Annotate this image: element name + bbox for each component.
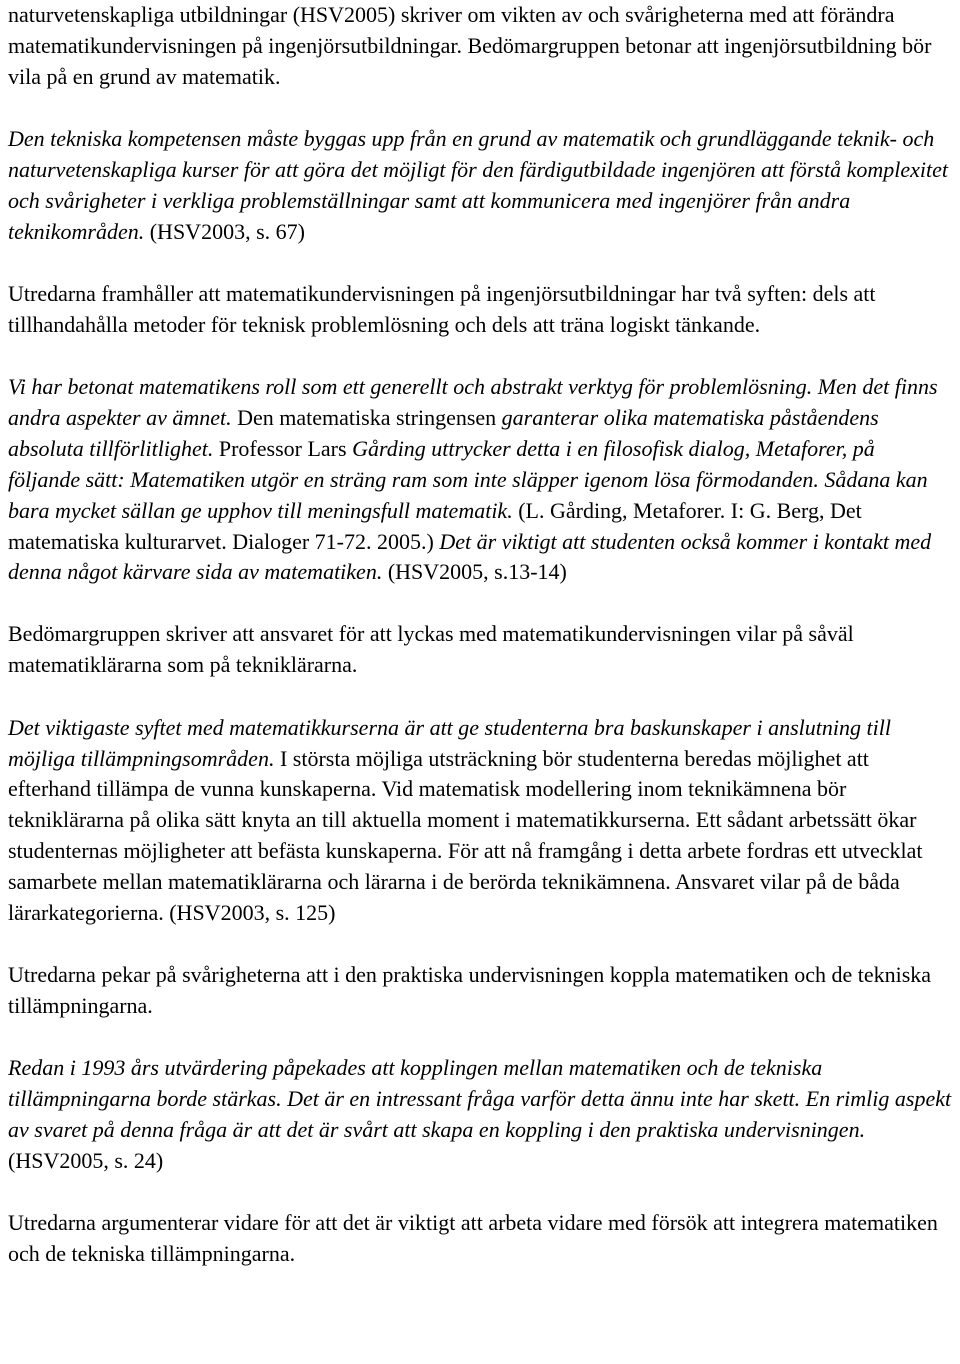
quote-text: Den tekniska kompetensen måste byggas upp från en grund av matematik och grundläggande teknik- och naturvetenskapliga kurser för att göra det möjligt för den färdigutbildade ingenjören att förstå komplexitet och svårigheter i verkliga problemställningar samt att kommunicera med ingenjörer från andra teknikområden. <box>8 126 948 244</box>
paragraph-text: Utredarna argumenterar vidare för att det är viktigt att arbeta vidare med försök att integrera matematiken och de tekniska tillämpningarna. <box>8 1209 938 1266</box>
block-quote-2 <box>8 372 952 588</box>
quote-text: Redan i 1993 års utvärdering påpekades att kopplingen mellan matematiken och de tekniska tillämpningarna borde stärkas. Det är en intressant fråga varför detta ännu inte har skett. En rimlig aspekt av svaret på denna fråga är att det är svårt att skapa en koppling i den praktiska undervisningen. <box>8 1055 952 1142</box>
block-quote-1 <box>8 124 952 248</box>
paragraph-text: Bedömargruppen skriver att ansvaret för att lyckas med matematikundervisningen vilar på såväl matematiklärarna som på tekniklärarna. <box>8 621 854 678</box>
block-quote-3 <box>8 713 952 929</box>
document-page <box>8 0 952 1269</box>
quote-upright-text: (L. Gårding, Metaforer. I: G. Berg, Det matematiska kulturarvet. Dialoger 71-72. 2005.) <box>8 497 862 554</box>
body-paragraph-1 <box>8 0 952 93</box>
body-paragraph-5 <box>8 1208 952 1270</box>
body-paragraph-3 <box>8 619 952 681</box>
body-paragraph-4 <box>8 960 952 1022</box>
citation-reference: (HSV2003, s. 125) <box>163 900 336 926</box>
citation-reference: (HSV2005, s.13-14) <box>382 559 567 585</box>
quote-text: garanterar olika matematiska påståendens absoluta tillförlitlighet. <box>8 404 879 461</box>
quote-text: Det viktigaste syftet med matematikkurserna är att ge studenterna bra baskunskaper i anslutning till möjliga tillämpningsområden. <box>8 714 891 771</box>
quote-upright-text: I största möjliga utsträckning bör studenterna beredas möjlighet att efterhand tillämpa de vunna kunskaperna. Vid matematisk modellering inom teknikämnena bör tekniklärarna på olika sätt knyta an till aktuella moment i matematikkurserna. Ett sådant arbetssätt ökar studenternas möjligheter att befästa kunskaperna. För att nå framgång i detta arbete fordras ett utvecklat samarbete mellan matematiklärarna och lärarna i de berörda teknikämnena. Ansvaret vilar på de båda lärarkategorierna. <box>8 745 923 926</box>
quote-text: Det är viktigt att studenten också kommer i kontakt med denna något kärvare sida av matematiken. <box>8 528 932 585</box>
citation-reference: (HSV2005, s. 24) <box>8 1147 164 1173</box>
quote-upright-text: Professor Lars <box>213 435 353 461</box>
block-quote-4 <box>8 1053 952 1177</box>
body-paragraph-2 <box>8 279 952 341</box>
quote-text: Vi har betonat matematikens roll som ett generellt och abstrakt verktyg för problemlösning. Men det finns andra aspekter av ämnet. <box>8 374 938 430</box>
citation-reference: (HSV2003, s. 67) <box>144 218 305 244</box>
paragraph-text: naturvetenskapliga utbildningar (HSV2005) skriver om vikten av och svårigheterna med att förändra matematikundervisningen på ingenjörsutbildningar. Bedömargruppen betonar att ingenjörsutbildning bör vila på en grund av matematik. <box>8 2 932 89</box>
quote-text: Gårding uttrycker detta i en filosofisk dialog, Metaforer, på följande sätt: Matematiken utgör en sträng ram som inte släpper igenom lösa förmodanden. Sådana kan bara mycket sällan ge upphov till meningsfull matematik. <box>8 435 928 523</box>
paragraph-text: Utredarna framhåller att matematikundervisningen på ingenjörsutbildningar har två syften: dels att tillhandahålla metoder för teknisk problemlösning och dels att träna logiskt tänkande. <box>8 280 876 337</box>
paragraph-text: Utredarna pekar på svårigheterna att i den praktiska undervisningen koppla matematiken och de tekniska tillämpningarna. <box>8 961 932 1018</box>
quote-upright-text: Den matematiska stringensen <box>231 404 502 430</box>
